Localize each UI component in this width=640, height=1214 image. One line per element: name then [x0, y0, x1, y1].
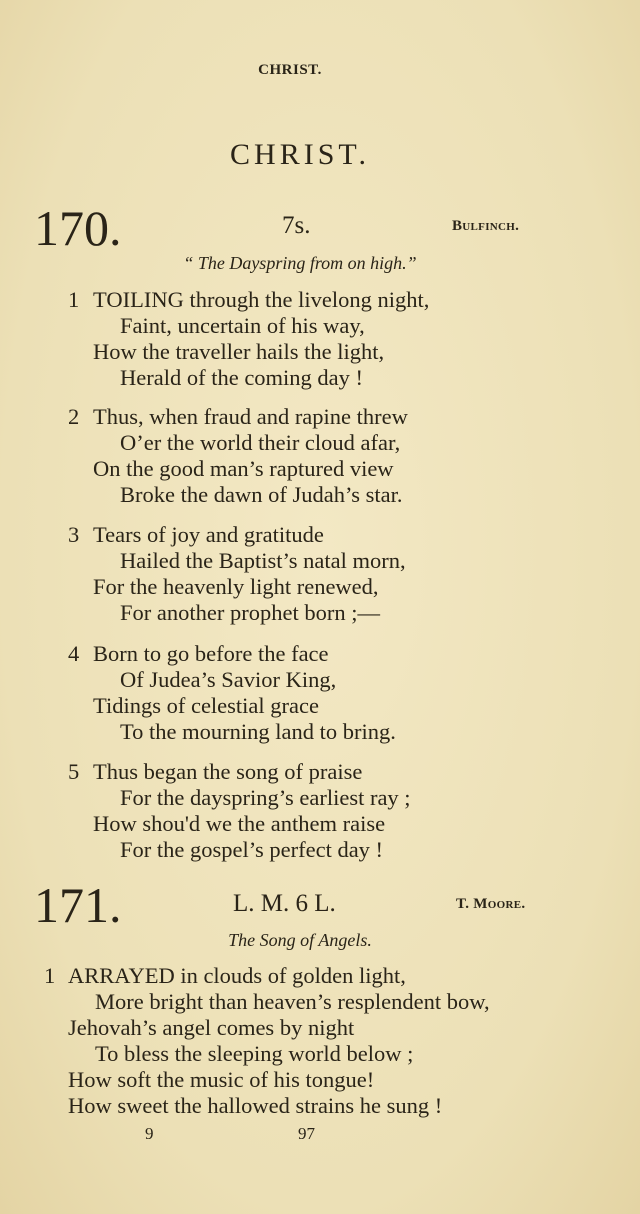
verse-line-text: Jehovah’s angel comes by night [68, 1015, 355, 1040]
verse-line-text: Tidings of celestial grace [93, 693, 319, 718]
stanza-number: 5 [68, 759, 80, 784]
verse-line-text: For the heavenly light renewed, [93, 574, 379, 599]
verse-line-text: To the mourning land to bring. [120, 719, 396, 744]
verse-line-text: How the traveller hails the light, [93, 339, 385, 364]
signature-mark: 9 [145, 1124, 154, 1143]
verse-line-text: Born to go before the face [93, 641, 329, 666]
hymn-author: T. Moore. [456, 896, 526, 912]
hymn-meter: L. M. 6 L. [233, 890, 336, 917]
hymn-subtitle: The Song of Angels. [228, 930, 372, 950]
verse-line-text: ARRAYED in clouds of golden light, [68, 963, 406, 988]
verse-line-text: On the good man’s raptured view [93, 456, 394, 481]
hymn-meter: 7s. [282, 212, 311, 239]
stanza-number: 2 [68, 404, 80, 429]
verse-line-text: For another prophet born ;— [120, 600, 380, 625]
verse-line-text: Tears of joy and gratitude [93, 522, 324, 547]
verse-line-text: For the dayspring’s earliest ray ; [120, 785, 411, 810]
stanza-number: 1 [68, 287, 80, 312]
stanza-number: 4 [68, 641, 80, 666]
hymn-subtitle: “ The Dayspring from on high.” [183, 253, 417, 273]
verse-line-text: Faint, uncertain of his way, [120, 313, 365, 338]
hymn-author: Bulfinch. [452, 218, 520, 234]
hymn-number: 170. [34, 200, 122, 256]
stanza-number: 1 [44, 963, 56, 988]
verse-line-text: For the gospel’s perfect day ! [120, 837, 384, 862]
page-number: 97 [298, 1124, 315, 1143]
verse-line-text: How shou'd we the anthem raise [93, 811, 386, 836]
section-title: CHRIST. [230, 138, 370, 171]
verse-line-text: Of Judea’s Savior King, [120, 667, 337, 692]
verse-line-text: To bless the sleeping world below ; [95, 1041, 414, 1066]
verse-line-text: Thus, when fraud and rapine threw [93, 404, 408, 429]
verse-line-text: How soft the music of his tongue! [68, 1067, 375, 1092]
verse-line-text: Broke the dawn of Judah’s star. [120, 482, 403, 507]
stanza-number: 3 [68, 522, 80, 547]
verse-line-text: More bright than heaven’s resplendent bow, [95, 989, 490, 1014]
verse-line-text: Hailed the Baptist’s natal morn, [120, 548, 406, 573]
verse-line-text: O’er the world their cloud afar, [120, 430, 401, 455]
verse-line-text: Herald of the coming day ! [120, 365, 364, 390]
running-header: CHRIST. [258, 62, 322, 78]
verse-line-text: Thus began the song of praise [93, 759, 363, 784]
hymn-number: 171. [34, 877, 122, 933]
verse-line-text: TOILING through the livelong night, [93, 287, 430, 312]
verse-line-text: How sweet the hallowed strains he sung ! [68, 1093, 443, 1118]
